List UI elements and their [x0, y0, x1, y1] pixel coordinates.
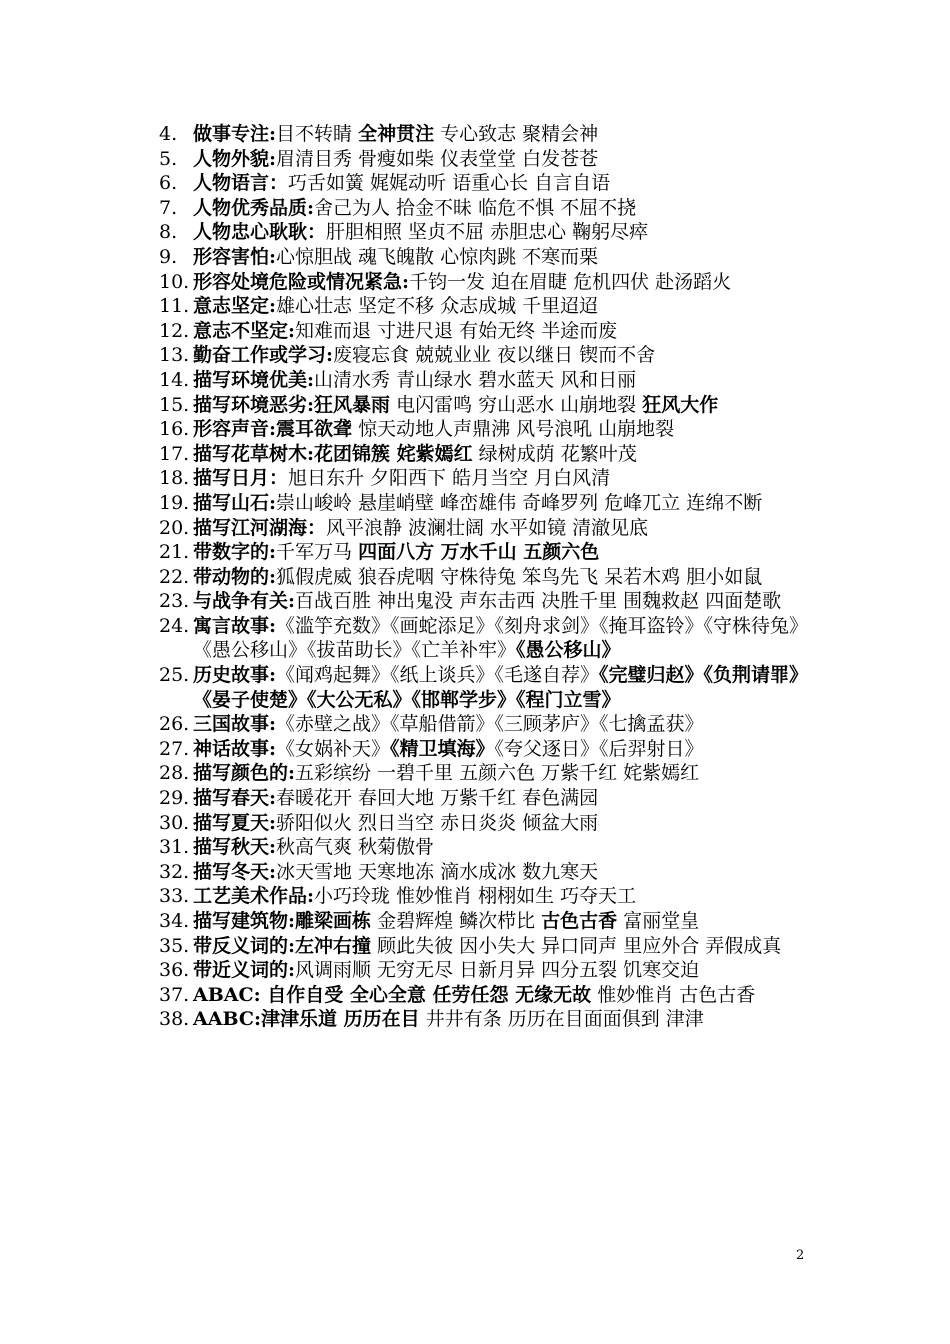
- item-text: 知难而退 寸进尺退 有始无终 半途而废: [295, 319, 618, 342]
- item-text: 顾此失彼 因小失大 异口同声 里应外合 弄假成真: [371, 934, 782, 957]
- item-emphasis: 左冲右撞: [295, 934, 372, 957]
- item-label: 人物外貌:: [193, 147, 277, 170]
- item-number: 17.: [159, 442, 190, 465]
- item-number: 14.: [159, 368, 190, 391]
- item-text: 专心致志 聚精会神: [434, 123, 599, 145]
- list-item: [159, 491, 819, 516]
- item-number: 10.: [159, 270, 190, 293]
- list-item: [159, 319, 819, 344]
- item-text: 心惊胆战 魂飞魄散 心惊肉跳 不寒而栗: [276, 245, 599, 268]
- list-item: [159, 909, 819, 934]
- list-item: [159, 516, 819, 541]
- item-text: 雄心壮志 坚定不移 众志成城 千里迢迢: [276, 295, 599, 318]
- item-label: 带近义词的:: [193, 959, 296, 982]
- item-label: AABC:: [193, 1008, 262, 1031]
- item-label: 工艺美术作品:: [193, 885, 315, 908]
- list-item: [159, 663, 819, 712]
- item-number: 11.: [159, 295, 190, 318]
- item-text: 风平浪静 波澜壮阔 水平如镜 清澈见底: [326, 516, 649, 539]
- list-item: [159, 761, 819, 786]
- item-label: 描写颜色的:: [193, 762, 296, 785]
- list-item: [159, 466, 819, 491]
- list-item: [159, 245, 819, 270]
- item-number: 38.: [159, 1008, 190, 1031]
- item-emphasis: 古色古香: [541, 910, 618, 932]
- item-emphasis: 《愚公移山》: [516, 639, 621, 662]
- item-emphasis: 全神贯注: [358, 123, 435, 145]
- list-item: [159, 196, 819, 221]
- item-label: 形容处境危险或情况紧急:: [193, 270, 410, 293]
- item-text: 旭日东升 夕阳西下 皓月当空 月白风清: [288, 467, 611, 490]
- item-number: 28.: [159, 762, 190, 785]
- item-number: 32.: [159, 860, 190, 883]
- list-item: [159, 220, 819, 245]
- item-text: 绿树成荫 花繁叶茂: [472, 442, 637, 465]
- item-text: 《赤壁之战》《草船借箭》《三顾茅庐》《七擒孟获》: [276, 713, 704, 736]
- list-item: [159, 171, 819, 196]
- list-item: [159, 417, 819, 442]
- item-number: 30.: [159, 811, 190, 834]
- item-emphasis: 《精卫填海》: [390, 737, 495, 760]
- item-label: 带动物的:: [193, 565, 277, 588]
- list-item: [159, 811, 819, 836]
- item-number: 33.: [159, 885, 190, 908]
- list-item: [159, 835, 819, 860]
- item-label: 描写江河湖海：: [193, 516, 327, 539]
- item-number: 27.: [159, 737, 190, 760]
- item-text: 《夸父逐日》《后羿射日》: [494, 737, 704, 760]
- item-text: 废寝忘食 兢兢业业 夜以继日 锲而不舍: [333, 344, 656, 367]
- item-number: 8.: [159, 221, 178, 244]
- item-text: 小巧玲珑 惟妙惟肖 栩栩如生 巧夺天工: [314, 885, 637, 908]
- item-number: 9.: [159, 245, 178, 268]
- item-number: 18.: [159, 467, 190, 490]
- item-text: 骄阳似火 烈日当空 赤日炎炎 倾盆大雨: [276, 811, 599, 834]
- item-label: 描写秋天:: [193, 836, 277, 859]
- item-label: 人物语言：: [193, 172, 289, 195]
- item-text: 崇山峻岭 悬崖峭壁 峰峦雄伟 奇峰罗列 危峰兀立 连绵不断: [276, 491, 763, 514]
- item-label: 带数字的:: [193, 541, 277, 564]
- item-label: 描写冬天:: [193, 860, 277, 883]
- item-emphasis: 狂风暴雨: [314, 393, 391, 416]
- page-number: 2: [796, 1248, 805, 1263]
- item-number: 13.: [159, 344, 190, 367]
- item-text: 金碧辉煌 鳞次栉比: [371, 910, 542, 932]
- item-text: 舍己为人 拾金不昧 临危不惧 不屈不挠: [314, 196, 637, 219]
- item-text: 富丽堂皇: [617, 910, 700, 932]
- item-text: 《滥竽充数》《画蛇添足》《刻舟求剑》《掩耳盗铃》《守株待兔》《愚公移山》《拔苗助长》《亡羊补牢》: [193, 614, 809, 662]
- list-item: [159, 393, 819, 418]
- item-number: 29.: [159, 787, 190, 810]
- item-label: 与战争有关:: [193, 590, 296, 613]
- item-label: 带反义词的:: [193, 934, 296, 957]
- list-item: [159, 442, 819, 467]
- item-number: 5.: [159, 147, 178, 170]
- item-label: 形容害怕:: [193, 245, 277, 268]
- idiom-list: [159, 122, 819, 1032]
- list-item: [159, 860, 819, 885]
- item-text: 千钧一发 迫在眉睫 危机四伏 赴汤蹈火: [409, 270, 732, 293]
- item-number: 4.: [159, 123, 178, 145]
- item-text: 惊天动地人声鼎沸 风号浪吼 山崩地裂: [352, 418, 675, 441]
- item-text: 秋高气爽 秋菊傲骨: [276, 836, 435, 859]
- item-emphasis: 《完璧归赵》《负荆请罪》《晏子使楚》《大公无私》《邯郸学步》《程门立雪》: [193, 664, 809, 711]
- list-item: [159, 270, 819, 295]
- item-text: 肝胆相照 坚贞不屈 赤胆忠心 鞠躬尽瘁: [326, 221, 649, 244]
- item-text: 冰天雪地 天寒地冻 滴水成冰 数九寒天: [276, 860, 599, 883]
- item-number: 26.: [159, 713, 190, 736]
- list-item: [159, 294, 819, 319]
- item-label: 人物优秀品质:: [193, 196, 315, 219]
- item-text: 《女娲补天》: [276, 737, 391, 760]
- item-label: 做事专注:: [193, 123, 277, 145]
- item-emphasis: 震耳欲聋: [276, 418, 353, 441]
- list-item: [159, 712, 819, 737]
- list-item: [159, 147, 819, 172]
- item-number: 23.: [159, 590, 190, 613]
- item-label: 描写建筑物:: [193, 910, 296, 932]
- item-emphasis: 四面八方 万水千山 五颜六色: [358, 541, 600, 564]
- item-label: ABAC:: [193, 983, 268, 1006]
- item-text: 巧舌如簧 娓娓动听 语重心长 自言自语: [288, 172, 611, 195]
- item-label: 人物忠心耿耿：: [193, 221, 327, 244]
- item-label: 意志不坚定:: [193, 319, 296, 342]
- item-number: 12.: [159, 319, 190, 342]
- list-item: [159, 565, 819, 590]
- list-item: [159, 983, 819, 1008]
- item-number: 34.: [159, 910, 190, 932]
- item-text: 惟妙惟肖 古色古香: [591, 983, 756, 1006]
- item-number: 21.: [159, 541, 190, 564]
- item-number: 25.: [159, 664, 190, 687]
- item-text: 千军万马: [276, 541, 359, 564]
- list-item: [159, 589, 819, 614]
- item-text: 眉清目秀 骨瘦如柴 仪表堂堂 白发苍苍: [276, 147, 599, 170]
- list-item: [159, 614, 819, 663]
- item-text: 井井有条 历历在目面面俱到 津津: [419, 1008, 704, 1031]
- item-label: 描写环境优美:: [193, 368, 315, 391]
- item-label: 勤奋工作或学习:: [193, 344, 334, 367]
- item-number: 20.: [159, 516, 190, 539]
- list-item: [159, 958, 819, 983]
- item-number: 19.: [159, 491, 190, 514]
- item-emphasis: 狂风大作: [642, 393, 719, 416]
- item-emphasis: 津津乐道 历历在目: [261, 1008, 420, 1031]
- item-emphasis: 自作自受 全心全意 任劳任怨 无缘无故: [267, 983, 592, 1006]
- item-number: 36.: [159, 959, 190, 982]
- list-item: [159, 737, 819, 762]
- item-number: 6.: [159, 172, 178, 195]
- item-number: 35.: [159, 934, 190, 957]
- item-text: 山清水秀 青山绿水 碧水蓝天 风和日丽: [314, 368, 637, 391]
- list-item: [159, 934, 819, 959]
- item-label: 描写山石:: [193, 491, 277, 514]
- list-item: [159, 343, 819, 368]
- item-label: 神话故事:: [193, 737, 277, 760]
- item-label: 三国故事:: [193, 713, 277, 736]
- item-label: 描写环境恶劣:: [193, 393, 315, 416]
- item-text: 目不转睛: [276, 123, 359, 145]
- list-item: [159, 122, 819, 147]
- item-text: 风调雨顺 无穷无尽 日新月异 四分五裂 饥寒交迫: [295, 959, 700, 982]
- item-label: 描写夏天:: [193, 811, 277, 834]
- item-label: 形容声音:: [193, 418, 277, 441]
- item-text: 电闪雷鸣 穷山恶水 山崩地裂: [390, 393, 643, 416]
- item-text: 《闻鸡起舞》《纸上谈兵》《毛遂自荐》: [276, 664, 600, 687]
- item-label: 意志坚定:: [193, 295, 277, 318]
- item-emphasis: 花团锦簇 姹紫嫣红: [314, 442, 473, 465]
- item-number: 7.: [159, 196, 178, 219]
- list-item: [159, 368, 819, 393]
- item-number: 31.: [159, 836, 190, 859]
- item-label: 寓言故事:: [193, 614, 277, 637]
- item-label: 描写日月：: [193, 467, 289, 490]
- list-item: [159, 786, 819, 811]
- list-item: [159, 884, 819, 909]
- item-number: 22.: [159, 565, 190, 588]
- item-label: 历史故事:: [193, 664, 277, 687]
- item-text: 百战百胜 神出鬼没 声东击西 决胜千里 围魏救赵 四面楚歌: [295, 590, 782, 613]
- item-text: 春暖花开 春回大地 万紫千红 春色满园: [276, 787, 599, 810]
- list-item: [159, 1007, 819, 1032]
- item-emphasis: 雕梁画栋: [295, 910, 372, 932]
- item-number: 24.: [159, 614, 190, 637]
- item-label: 描写春天:: [193, 787, 277, 810]
- item-text: 五彩缤纷 一碧千里 五颜六色 万紫千红 姹紫嫣红: [295, 762, 700, 785]
- item-number: 15.: [159, 393, 190, 416]
- item-number: 37.: [159, 983, 190, 1006]
- item-number: 16.: [159, 418, 190, 441]
- item-text: 狐假虎威 狼吞虎咽 守株待兔 笨鸟先飞 呆若木鸡 胆小如鼠: [276, 565, 763, 588]
- list-item: [159, 540, 819, 565]
- item-label: 描写花草树木:: [193, 442, 315, 465]
